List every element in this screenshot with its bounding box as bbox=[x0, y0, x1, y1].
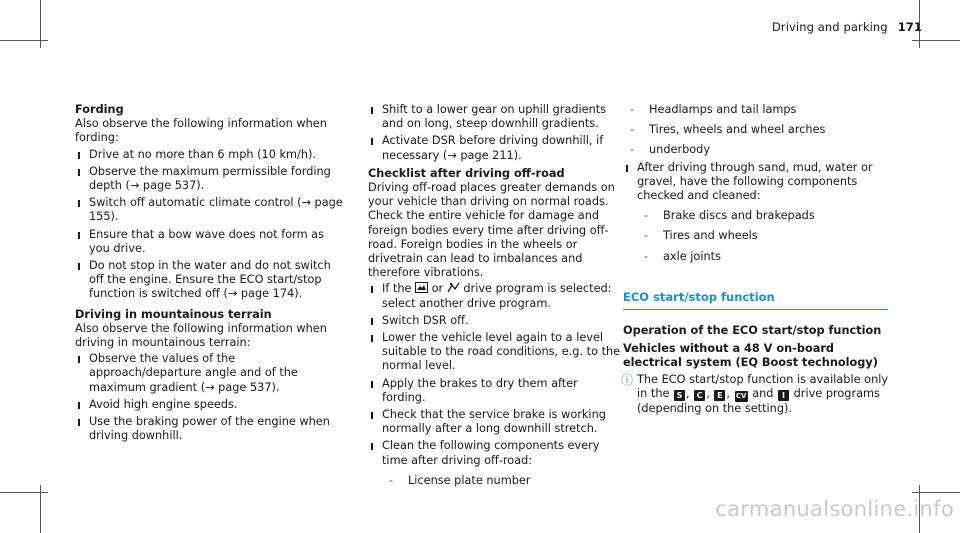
list-item: Use the braking power of the engine when driving downhill. bbox=[75, 415, 345, 443]
drive-program-s-icon: S bbox=[674, 390, 685, 401]
sub-list bbox=[637, 209, 895, 264]
list-item: Do not stop in the water and do not switch off the engine. Ensure the ECO start/stop function is switched off (→ page 174). bbox=[75, 259, 345, 302]
sub-list-item: - Tires and wheels bbox=[637, 229, 895, 243]
mountain-list bbox=[75, 352, 345, 443]
sub-list-item: - License plate number bbox=[382, 474, 624, 488]
text: The ECO start/stop function is available only in the bbox=[637, 372, 889, 400]
section-title: Driving and parking bbox=[771, 20, 888, 34]
list-item: Activate DSR before driving downhill, if necessary (→ page 211). bbox=[368, 134, 624, 162]
list-item: Avoid high engine speeds. bbox=[75, 398, 345, 412]
text: If the bbox=[382, 282, 412, 296]
sub-list-item: - Headlamps and tail lamps bbox=[623, 103, 895, 117]
sub-list-item: - underbody bbox=[623, 143, 895, 157]
list-item: Switch DSR off. bbox=[368, 314, 624, 328]
mountain-heading: Driving in mountainous terrain bbox=[75, 307, 272, 321]
crop-mark bbox=[912, 40, 960, 41]
text: and bbox=[752, 386, 774, 400]
sub-list-item: - axle joints bbox=[637, 250, 895, 264]
mountain-intro: Also observe the following information when driving in mountainous terrain: bbox=[75, 321, 327, 350]
fording-list bbox=[75, 148, 345, 302]
drive-program-i-icon: I bbox=[778, 390, 789, 401]
list-item: Lower the vehicle level again to a level suitable to the road conditions, e.g. to the normal level. bbox=[368, 331, 624, 374]
text: or bbox=[431, 282, 444, 296]
offroad-list bbox=[368, 103, 624, 163]
list-item: Apply the brakes to dry them after fording. bbox=[368, 377, 624, 405]
fording-heading: Fording bbox=[75, 103, 124, 116]
list-item bbox=[368, 282, 624, 310]
info-note bbox=[623, 373, 895, 416]
drive-program-cv-icon: CV bbox=[735, 391, 747, 400]
drive-program-e-icon: E bbox=[714, 390, 725, 401]
drive-program-c-icon: C bbox=[694, 390, 705, 401]
sub-list bbox=[623, 103, 895, 158]
list-item: Observe the values of the approach/departure angle and of the maximum gradient (→ page 537). bbox=[75, 352, 345, 395]
column-middle bbox=[368, 103, 624, 494]
list-item: Ensure that a bow wave does not form as you drive. bbox=[75, 228, 345, 256]
page-number: 171 bbox=[897, 20, 922, 34]
operation-heading: Operation of the ECO start/stop function bbox=[623, 324, 882, 338]
crop-mark bbox=[0, 40, 48, 41]
checklist-list bbox=[368, 282, 624, 488]
list-item: Check that the service brake is working normally after a long downhill stretch. bbox=[368, 408, 624, 436]
text: After driving through sand, mud, water or gravel, have the following components checked and cleaned: bbox=[637, 160, 873, 203]
text: drive program is selected: select another drive program. bbox=[382, 282, 612, 310]
text: Clean the following components every time after driving off-road: bbox=[382, 439, 600, 467]
terrain-drive-program-icon bbox=[447, 282, 460, 293]
vehicles-heading: Vehicles without a 48 V on-board electrical system (EQ Boost technology) bbox=[623, 342, 878, 370]
after-driving-list bbox=[623, 161, 895, 264]
list-item: Shift to a lower gear on uphill gradients and on long, steep downhill gradients. bbox=[368, 103, 624, 131]
list-item: Drive at no more than 6 mph (10 km/h). bbox=[75, 148, 345, 162]
info-icon: ⓘ bbox=[621, 372, 634, 387]
crop-mark bbox=[0, 492, 48, 493]
checklist-paragraph: Driving off-road places greater demands on your vehicle than driving on normal roads. Check the entire vehicle for damage and foreign bodies every time after driving off-road. Foreign bodies in the wheels or drivetrain can lead to imbalances and therefore vibrations. bbox=[368, 181, 615, 280]
crop-mark bbox=[912, 492, 960, 493]
checklist-heading: Checklist after driving off-road bbox=[368, 166, 565, 180]
text: drive programs (depending on the setting). bbox=[637, 386, 880, 415]
list-item bbox=[368, 439, 624, 488]
list-item: Observe the maximum permissible fording depth (→ page 537). bbox=[75, 165, 345, 193]
text: , bbox=[706, 386, 710, 400]
page-header bbox=[772, 20, 922, 34]
list-item bbox=[623, 161, 895, 264]
fording-intro: Also observe the following information when fording: bbox=[75, 117, 327, 145]
off-road-drive-program-icon bbox=[415, 282, 428, 293]
column-right bbox=[623, 103, 895, 416]
list-item: Switch off automatic climate control (→ page 155). bbox=[75, 196, 345, 224]
sub-list-item: - Tires, wheels and wheel arches bbox=[623, 123, 895, 137]
text: , bbox=[686, 386, 690, 400]
sub-list bbox=[382, 474, 624, 488]
watermark: carmanualsonline.info bbox=[715, 497, 954, 521]
column-left bbox=[75, 103, 345, 446]
eco-section-title: ECO start/stop function bbox=[623, 290, 888, 310]
text: , bbox=[726, 386, 730, 400]
sub-list-item: - Brake discs and brakepads bbox=[637, 209, 895, 223]
